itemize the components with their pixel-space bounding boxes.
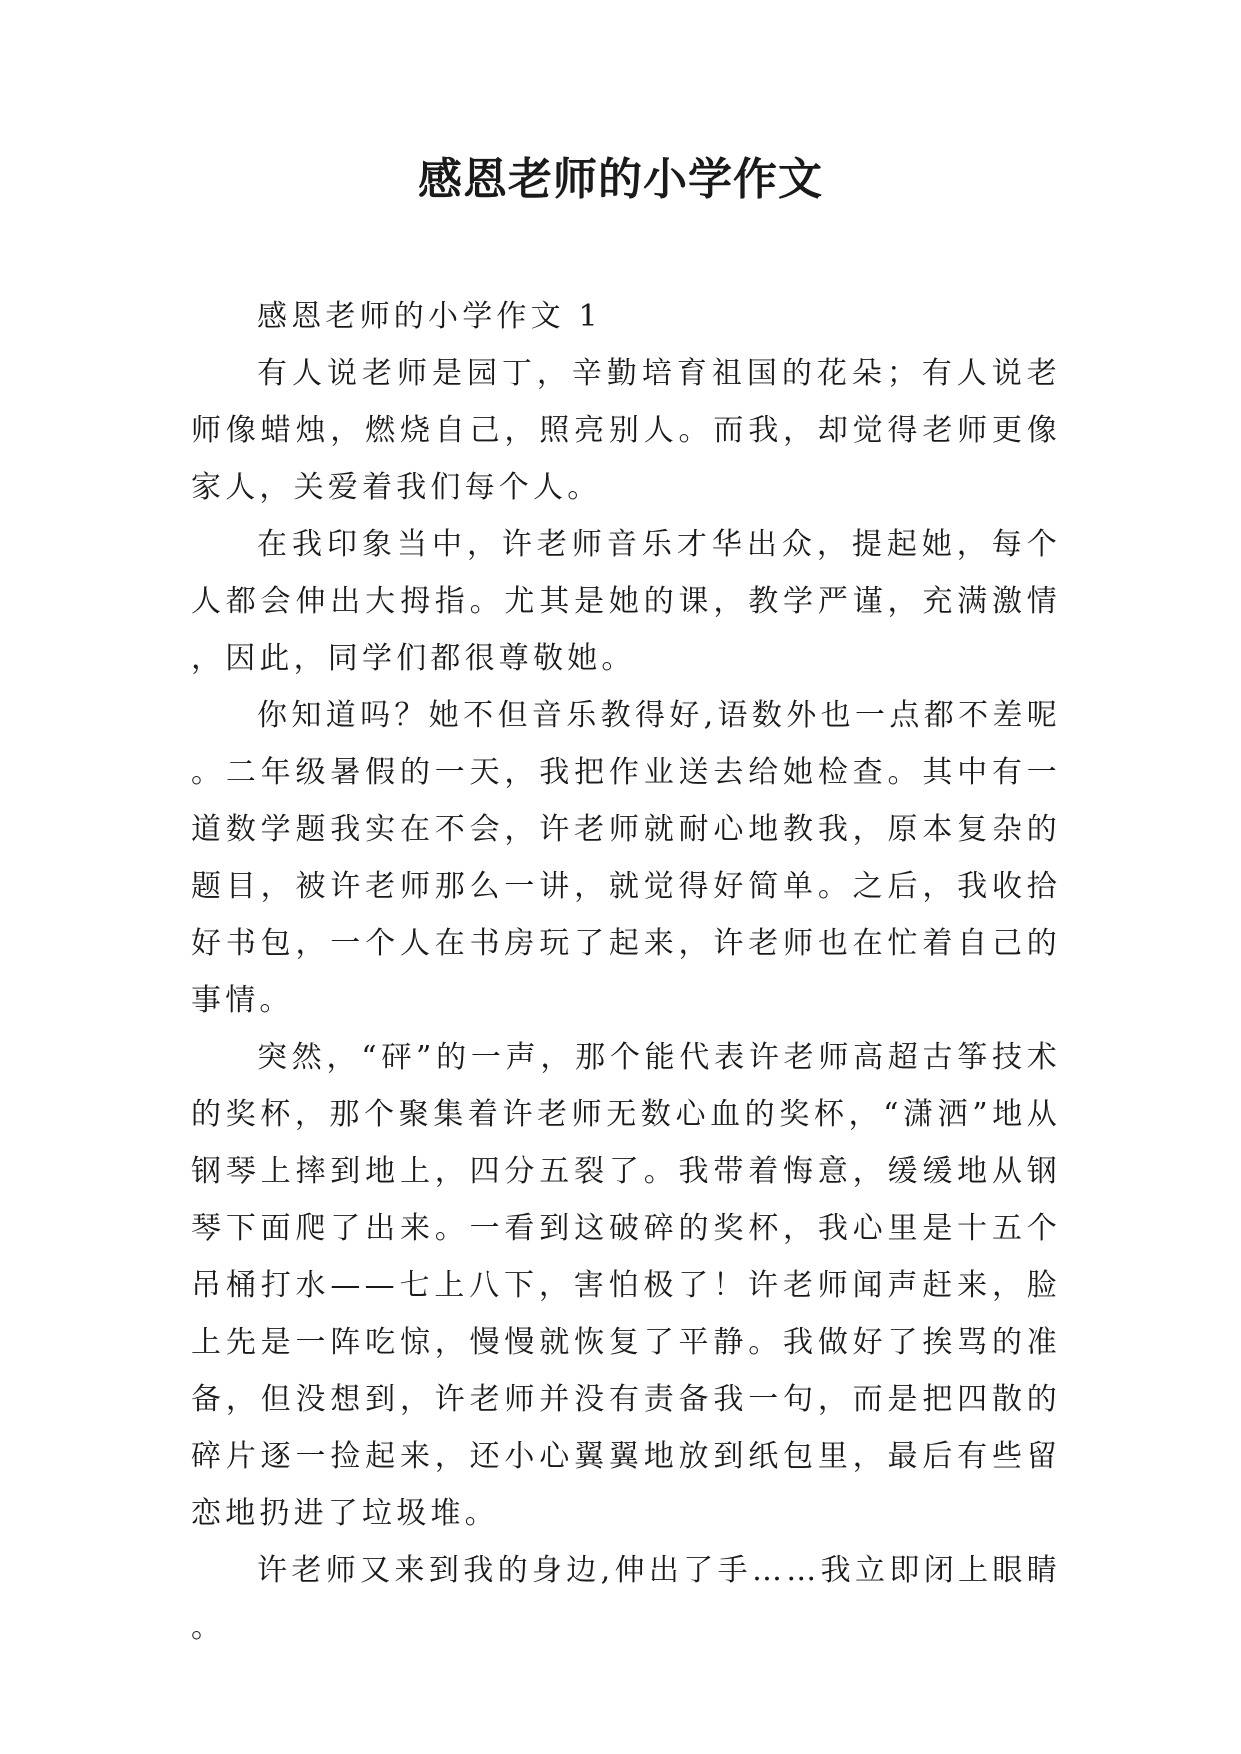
- paragraph: 突然，“砰”的一声，那个能代表许老师高超古筝技术的奖杯，那个聚集着许老师无数心血的奖杯，“潇洒”地从钢琴上摔到地上，四分五裂了。我带着悔意，缓缓地从钢琴下面爬了出来。一看到这破碎的奖杯，我心里是十五个吊桶打水——七上八下，害怕极了！许老师闻声赶来，脸上先是一阵吃惊，慢慢就恢复了平静。我做好了挨骂的准备，但没想到，许老师并没有责备我一句，而是把四散的碎片逐一捡起来，还小心翼翼地放到纸包里，最后有些留恋地扔进了垃圾堆。: [191, 1040, 1061, 1531]
- paragraph: 许老师又来到我的身边,伸出了手……我立即闭上眼睛。: [191, 1553, 1061, 1645]
- paragraph: 在我印象当中，许老师音乐才华出众，提起她，每个人都会伸出大拇指。尤其是她的课，教学严谨，充满激情，因此，同学们都很尊敬她。: [191, 527, 1061, 676]
- paragraph: 你知道吗？她不但音乐教得好,语数外也一点都不差呢。二年级暑假的一天，我把作业送去给她检查。其中有一道数学题我实在不会，许老师就耐心地教我，原本复杂的题目，被许老师那么一讲，就觉得好简单。之后，我收拾好书包，一个人在书房玩了起来，许老师也在忙着自己的事情。: [191, 698, 1061, 1018]
- document-body: [191, 288, 1061, 1656]
- section-heading: 感恩老师的小学作文 1: [257, 299, 602, 334]
- paragraph: 有人说老师是园丁，辛勤培育祖国的花朵；有人说老师像蜡烛，燃烧自己，照亮别人。而我，却觉得老师更像家人，关爱着我们每个人。: [191, 356, 1061, 505]
- document-title: 感恩老师的小学作文: [418, 154, 823, 205]
